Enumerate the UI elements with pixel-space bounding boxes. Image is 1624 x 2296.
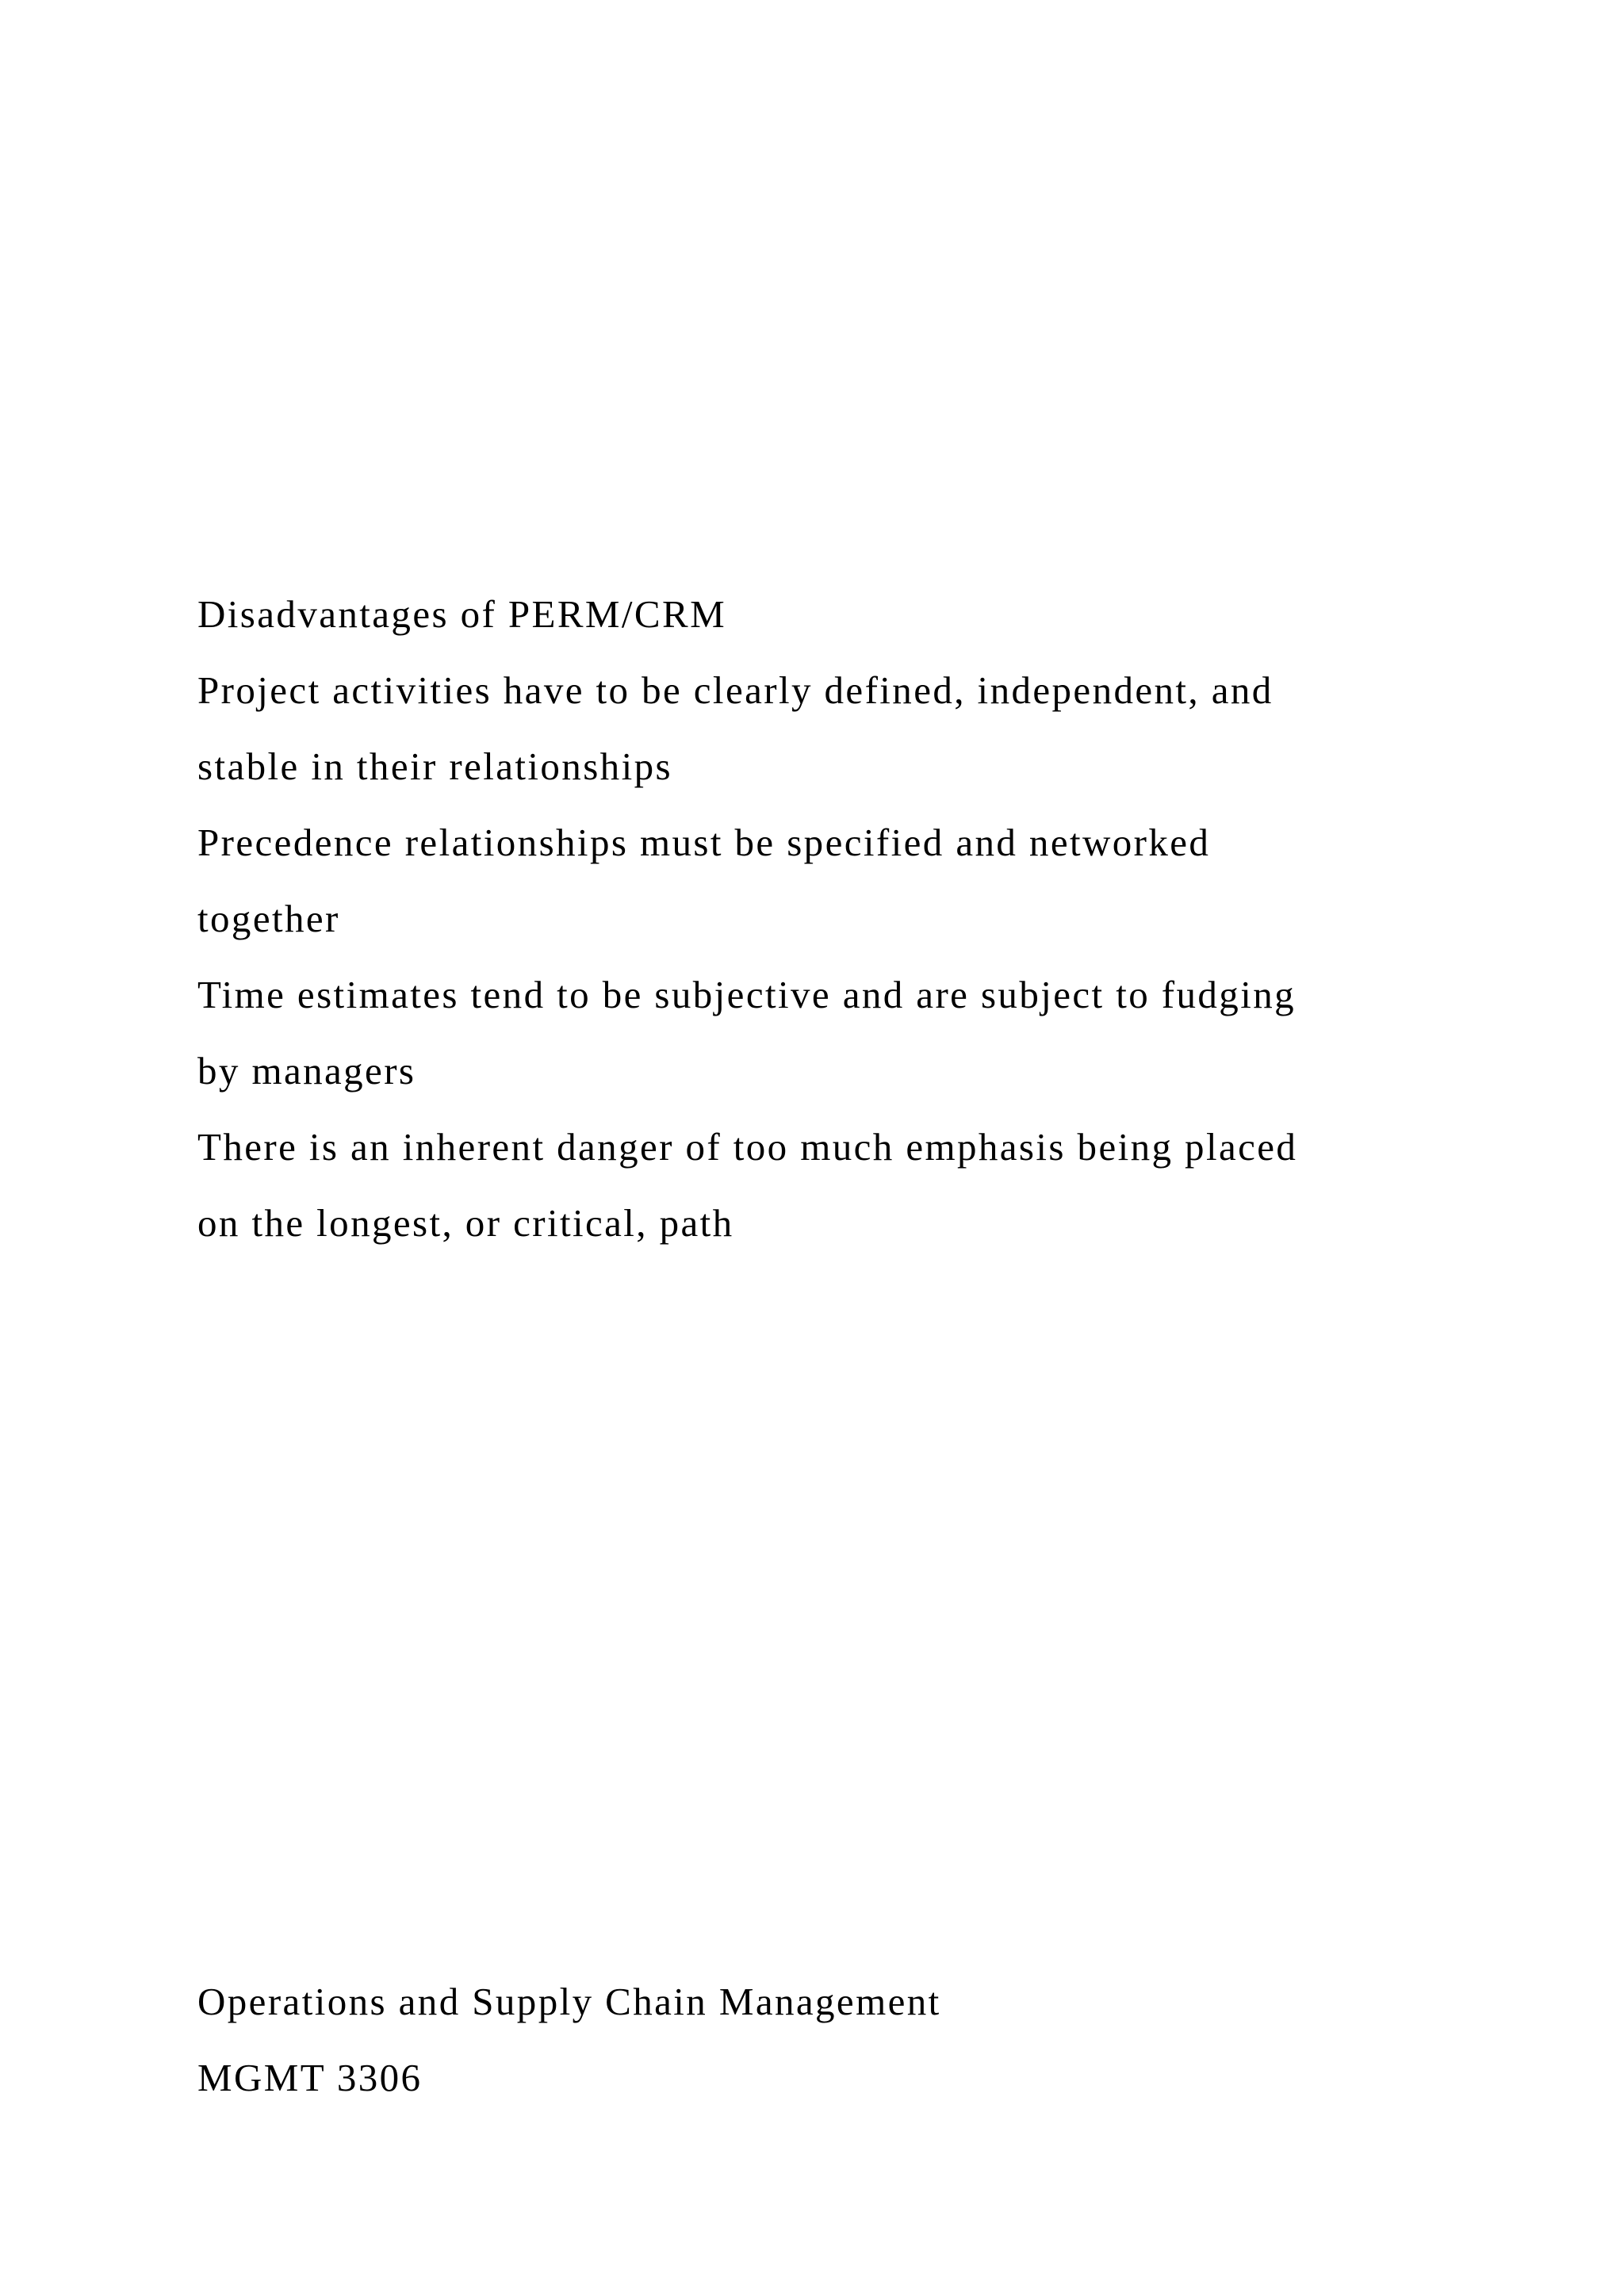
body-line-3: Precedence relationships must be specified and networked bbox=[197, 821, 1211, 864]
body-line-2: stable in their relationships bbox=[197, 744, 672, 788]
body-line-8: on the longest, or critical, path bbox=[197, 1201, 734, 1245]
body-line-6: by managers bbox=[197, 1049, 416, 1093]
footer-course-code: MGMT 3306 bbox=[197, 2056, 423, 2099]
body-line-5: Time estimates tend to be subjective and are subject to fudging bbox=[197, 973, 1297, 1016]
body-line-1: Project activities have to be clearly defined, independent, and bbox=[197, 668, 1274, 712]
body-line-7: There is an inherent danger of too much emphasis being placed bbox=[197, 1125, 1298, 1169]
footer-course-name: Operations and Supply Chain Management bbox=[197, 1980, 941, 2023]
body-line-4: together bbox=[197, 897, 340, 940]
document-heading: Disadvantages of PERM/CRM bbox=[197, 592, 727, 636]
